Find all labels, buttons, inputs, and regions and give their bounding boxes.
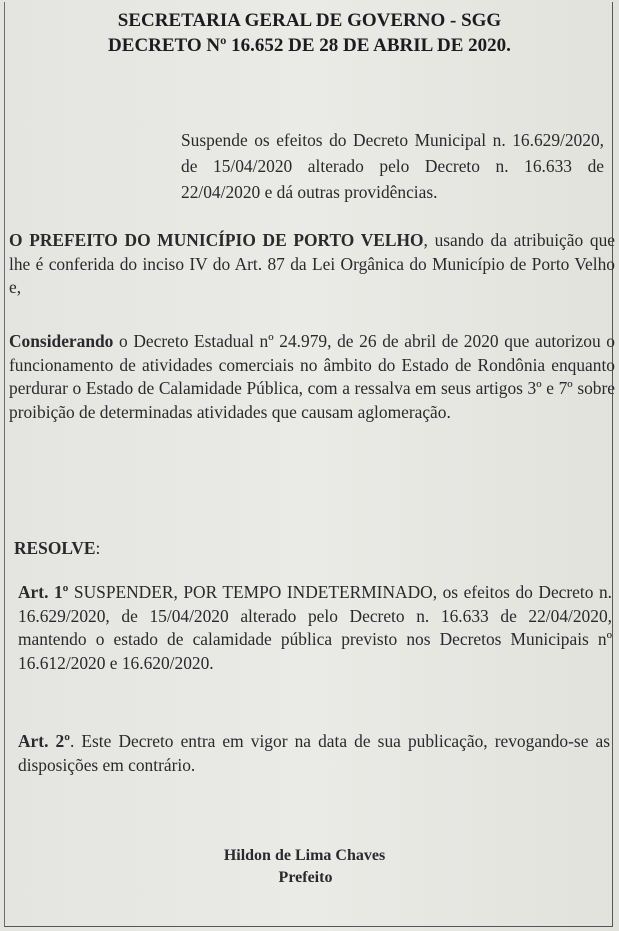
signatory-name: Hildon de Lima Chaves <box>223 847 386 864</box>
preamble-text: , usando da atribuição que lhe é conferida do inciso IV do Art. 87 da Lei Orgânica do Município de Porto Velho e, <box>9 230 615 297</box>
header-decree-title: DECRETO Nº 16.652 DE 28 DE ABRIL DE 2020. <box>108 35 511 56</box>
resolve-suffix: : <box>95 538 101 558</box>
article-1 <box>18 581 612 675</box>
signatory-role: Prefeito <box>278 869 333 886</box>
signature-block <box>0 845 619 889</box>
resolve-heading <box>14 536 100 560</box>
article-1-label: Art. 1º <box>18 582 69 602</box>
article-2 <box>18 730 610 777</box>
considerando-text: o Decreto Estadual nº 24.979, de 26 de abril de 2020 que autorizou o funcionamento de atividades comerciais no âmbito do Estado de Rondônia enquanto perdurar o Estado de Calamidade Pública, com a ressalva em seus artigos 3º e 7º sobre proibição de determinadas atividades que causam aglomeração. <box>9 331 615 422</box>
resolve-label: RESOLVE <box>14 538 96 558</box>
preamble-paragraph <box>9 229 615 300</box>
considerando-bold: Considerando <box>9 331 114 351</box>
header-secretariat: SECRETARIA GERAL DE GOVERNO - SGG <box>117 10 502 31</box>
article-2-label: Art. 2º <box>18 731 70 751</box>
article-2-text: . Este Decreto entra em vigor na data de sua publicação, revogando-se as disposições em contrário. <box>18 731 610 775</box>
article-1-text: SUSPENDER, POR TEMPO INDETERMINADO, os efeitos do Decreto n. 16.629/2020, de 15/04/2020 alterado pelo Decreto n. 16.633 de 22/04/2020, mantendo o estado de calamidade pública previsto nos Decretos Municipais nº 16.612/2020 e 16.620/2020. <box>18 582 612 673</box>
ementa: Suspende os efeitos do Decreto Municipal n. 16.629/2020, de 15/04/2020 alterado pelo Decreto n. 16.633 de 22/04/2020 e dá outras providências. <box>181 130 604 202</box>
considerando-paragraph <box>9 330 615 424</box>
document-header <box>0 8 619 58</box>
preamble-bold: O PREFEITO DO MUNICÍPIO DE PORTO VELHO <box>9 230 424 250</box>
